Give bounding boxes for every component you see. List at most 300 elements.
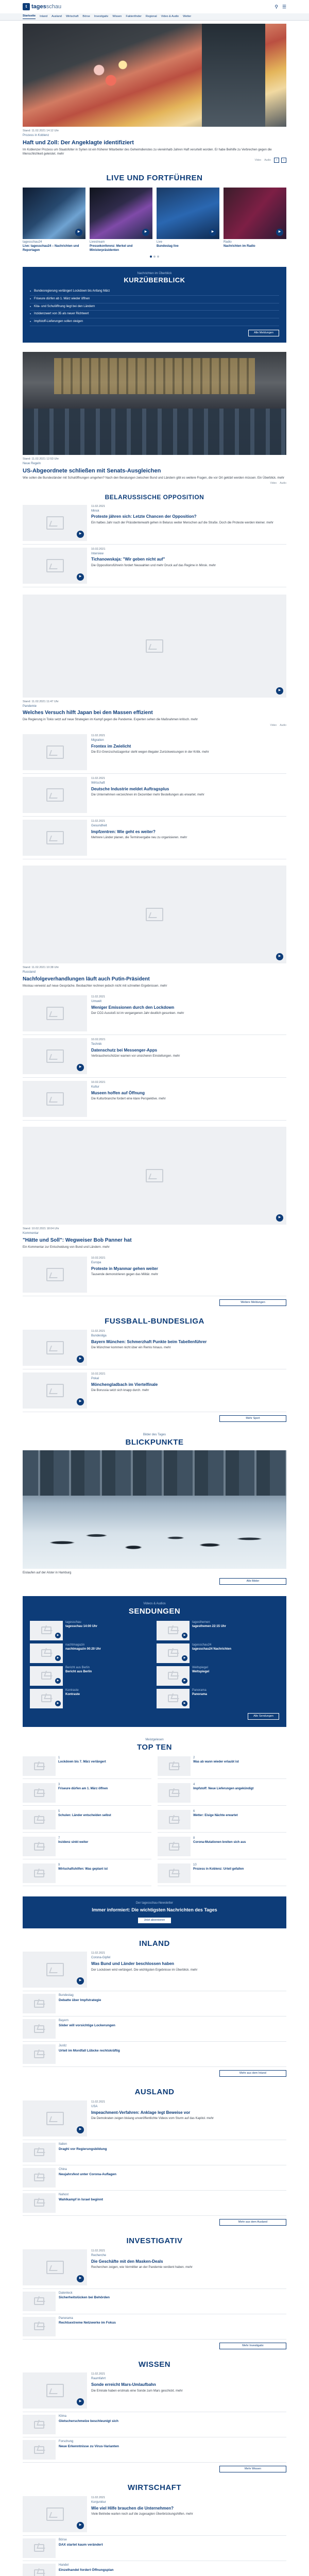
- feature1-dateline: Stand: 11.02.2021 11:47 Uhr: [23, 700, 59, 703]
- wirtschaft-item-image[interactable]: [23, 2564, 56, 2576]
- inland-item-headline[interactable]: Debatte über Impfstrategie: [59, 1998, 101, 2003]
- feature2-image[interactable]: [23, 866, 286, 963]
- kurzueberblick-item[interactable]: ■ Inzidenzwert von 35 als neuer Richtwert: [30, 311, 279, 318]
- story-headline[interactable]: Datenschutz bei Messenger-Apps: [91, 1048, 158, 1053]
- story-image[interactable]: [23, 777, 87, 813]
- wirtschaft-lead[interactable]: [23, 2493, 286, 2536]
- inland-lead-image[interactable]: [23, 1952, 87, 1988]
- belarus-card[interactable]: [23, 502, 286, 545]
- feature2-headline[interactable]: Nachfolgeverhandlungen läuft auch Putin-Präsident: [23, 976, 150, 982]
- live-card[interactable]: [23, 188, 85, 252]
- belarus-card-image[interactable]: [23, 505, 87, 541]
- next-arrow-icon[interactable]: ›: [281, 158, 286, 163]
- story-card[interactable]: [23, 1078, 286, 1121]
- story-image[interactable]: [23, 1038, 87, 1074]
- inland-item[interactable]: [23, 2016, 286, 2042]
- play-icon[interactable]: ▶: [276, 687, 283, 694]
- ausland-item-headline[interactable]: Draghi vor Regierungsbildung: [59, 2147, 107, 2151]
- topten-image[interactable]: [23, 1837, 56, 1856]
- inland-item[interactable]: [23, 2042, 286, 2067]
- feature1-audio-link[interactable]: Audio: [280, 723, 286, 727]
- wissen-section: [23, 2360, 286, 2473]
- bundesliga-title: FUSSBALL-BUNDESLIGA: [105, 1317, 204, 1326]
- sendung-title[interactable]: Bericht aus Berlin: [65, 1670, 92, 1673]
- investigativ-section: [23, 2236, 286, 2349]
- ausland-lead-image[interactable]: [23, 2100, 87, 2137]
- image-placeholder-icon: [46, 1341, 64, 1354]
- live-card-label: Radio: [224, 240, 232, 244]
- image-placeholder-icon: [34, 2000, 44, 2008]
- nav-item[interactable]: Wirtschaft: [65, 14, 79, 18]
- belarus-card-image[interactable]: [23, 548, 87, 584]
- nav-item[interactable]: Ausland: [52, 14, 62, 18]
- bundesliga-card-image[interactable]: [23, 1372, 87, 1409]
- belarus-card-topline: Minsk: [91, 509, 99, 513]
- story-teaser: Tausende demonstrieren gegen das Militär. mehr: [91, 1273, 159, 1277]
- ausland-lead-date: 11.02.2021: [91, 2100, 106, 2104]
- lead2-audio-link[interactable]: Audio: [280, 482, 286, 485]
- promo-subscribe-button[interactable]: Jetzt abonnieren: [138, 1918, 171, 1923]
- play-icon[interactable]: ▶: [77, 1355, 84, 1363]
- feature2-topline: Russland: [23, 971, 36, 974]
- topten-item[interactable]: [158, 1863, 286, 1886]
- topten-image[interactable]: [158, 1756, 191, 1776]
- ausland-item-image[interactable]: [23, 2168, 56, 2188]
- sendungen-more-button[interactable]: Alle Sendungen: [248, 1713, 279, 1720]
- ausland-item[interactable]: [23, 2140, 286, 2165]
- wissen-item-headline[interactable]: Neue Erkenntnisse zu Virus-Varianten: [59, 2445, 119, 2449]
- carousel-dots[interactable]: [23, 256, 286, 258]
- topten-item[interactable]: [23, 1837, 151, 1859]
- topten-item[interactable]: [158, 1810, 286, 1833]
- feature1-teaser: Die Regierung in Tokio setzt auf neue Strategien im Kampf gegen die Pandemie. Experten sehen die Maßnahmen kritisch. mehr: [23, 718, 198, 722]
- story-card[interactable]: [23, 731, 286, 774]
- image-placeholder-icon: [34, 2199, 44, 2207]
- sendung-title[interactable]: tagesthemen 22:15 Uhr: [192, 1624, 227, 1628]
- topten-headline[interactable]: Impfstoff: Neue Lieferungen angekündigt: [193, 1787, 254, 1790]
- story-headline[interactable]: Weniger Emissionen durch den Lockdown: [91, 1005, 175, 1010]
- belarus-card-headline[interactable]: Proteste jähren sich: Letzte Chancen der Opposition?: [91, 514, 197, 519]
- topten-rank: 2: [193, 1756, 195, 1760]
- newsletter-promo[interactable]: [23, 1896, 286, 1928]
- ausland-item-topline: Nahost: [59, 2193, 69, 2196]
- investigativ-item-headline[interactable]: Sicherheitslücken bei Behörden: [59, 2296, 110, 2300]
- sendung-item[interactable]: [157, 1621, 279, 1640]
- live-card-label: Livestream: [90, 240, 105, 244]
- topten-headline[interactable]: Wirtschaftshilfen: Was geplant ist: [58, 1867, 108, 1871]
- wissen-lead[interactable]: [23, 2369, 286, 2412]
- story-image[interactable]: [23, 820, 87, 856]
- ausland-item-headline[interactable]: Neujahrsfest unter Corona-Auflagen: [59, 2172, 116, 2176]
- nav-item[interactable]: Börse: [82, 14, 90, 18]
- hero-video-link[interactable]: Video: [254, 159, 262, 162]
- investigativ-lead-headline[interactable]: Die Geschäfte mit den Masken-Deals: [91, 2259, 163, 2264]
- live-card-image[interactable]: [157, 188, 219, 239]
- image-placeholder-icon: [46, 1963, 64, 1976]
- live-card[interactable]: [224, 188, 286, 252]
- wissen-lead-headline[interactable]: Sonde erreicht Mars-Umlaufbahn: [91, 2382, 156, 2387]
- sendung-item[interactable]: [30, 1621, 152, 1640]
- play-icon[interactable]: ▶: [55, 1633, 61, 1638]
- play-icon[interactable]: ▶: [77, 2398, 84, 2405]
- sendung-image[interactable]: [157, 1643, 190, 1663]
- investigativ-more-button[interactable]: Mehr Investigativ: [219, 2343, 286, 2349]
- image-placeholder-icon: [46, 1092, 64, 1106]
- inland-title: INLAND: [139, 1939, 170, 1948]
- sendung-item[interactable]: [157, 1666, 279, 1686]
- sendung-label: Panorama: [192, 1688, 207, 1692]
- play-icon[interactable]: ▶: [182, 1678, 187, 1684]
- ausland-item[interactable]: [23, 2165, 286, 2191]
- image-placeholder-icon: [169, 1816, 179, 1824]
- live-card[interactable]: [157, 188, 219, 252]
- belarus-card-date: 11.02.2021: [91, 504, 106, 508]
- ausland-item-topline: China: [59, 2167, 67, 2171]
- topten-headline[interactable]: Lockdown bis 7. März verlängert: [58, 1760, 106, 1764]
- feature1-topline: Pandemie: [23, 704, 37, 708]
- menu-icon[interactable]: ☰: [282, 4, 286, 9]
- story-headline[interactable]: Impfzentren: Wie geht es weiter?: [91, 829, 156, 835]
- topten-image[interactable]: [23, 1863, 56, 1883]
- story-topline: Europa: [91, 1261, 101, 1265]
- play-icon[interactable]: ▶: [77, 531, 84, 538]
- bundesliga-more-button[interactable]: Mehr Sport: [219, 1415, 286, 1422]
- wirtschaft-item[interactable]: [23, 2561, 286, 2576]
- nav-item[interactable]: Investigativ: [94, 14, 109, 18]
- lead2-video-link[interactable]: Video: [270, 482, 277, 485]
- topten-rank: 10: [193, 1863, 197, 1867]
- sendung-title[interactable]: tagesschau24 Nachrichten: [192, 1647, 232, 1651]
- wissen-item-headline[interactable]: Gletscherschmelze beschleunigt sich: [59, 2419, 118, 2424]
- feature3-headline[interactable]: "Hätte und Soll": Wegweiser Bob Panner hat: [23, 1238, 132, 1244]
- topten-headline[interactable]: Corona-Mutationen breiten sich aus: [193, 1840, 246, 1844]
- topten-headline[interactable]: Schulen: Länder entscheiden selbst: [58, 1814, 111, 1817]
- feature-article-2[interactable]: [23, 866, 286, 988]
- ausland-item-image[interactable]: [23, 2193, 56, 2213]
- image-placeholder-icon: [146, 1169, 163, 1182]
- investigativ-item-topline: Datenleck: [59, 2291, 73, 2295]
- topten-item[interactable]: [23, 1810, 151, 1833]
- sendung-title[interactable]: Kontraste: [65, 1692, 80, 1696]
- lead-article-2[interactable]: [23, 352, 286, 485]
- story-headline[interactable]: Frontex im Zwielicht: [91, 744, 131, 749]
- image-placeholder-icon: [34, 1762, 44, 1770]
- play-icon[interactable]: ▶: [55, 1678, 61, 1684]
- kurzueberblick-item[interactable]: ■ Kita- und Schulöffnung liegt bei den Ländern: [30, 303, 279, 311]
- image-placeholder-icon: [46, 1384, 64, 1397]
- image-placeholder-icon: [168, 1694, 178, 1702]
- sendung-title[interactable]: Panorama: [192, 1692, 208, 1696]
- feature-article-3[interactable]: [23, 1127, 286, 1249]
- sendung-title[interactable]: tagesschau 14:00 Uhr: [65, 1624, 98, 1628]
- story-teaser: Die EU-Grenzschutzagentur steht wegen illegaler Zurückweisungen in der Kritik. mehr: [91, 751, 209, 754]
- topten-image[interactable]: [23, 1756, 56, 1776]
- play-icon[interactable]: ▶: [77, 1398, 84, 1405]
- bundesliga-card-headline[interactable]: Bayern München: Schmerzhaft Punkte beim Tabellenführer: [91, 1339, 207, 1344]
- kurzueberblick-item[interactable]: ■ Friseure dürfen ab 1. März wieder öffnen: [30, 296, 279, 303]
- lead2-teaser: Wie sollen die Bundesländer mit Schulöffnungen umgehen? Nach den Beratungen zwischen Bund und Ländern gibt es weitere Fragen, die vor Ort geklärt werden müssen. Ein Überblick. mehr: [23, 477, 285, 480]
- logo[interactable]: [23, 3, 61, 10]
- nav-item[interactable]: Startseite: [23, 14, 36, 19]
- wirtschaft-item[interactable]: [23, 2536, 286, 2561]
- ausland-lead[interactable]: [23, 2097, 286, 2140]
- topten-headline[interactable]: Wetter: Eisige Nächte erwartet: [193, 1814, 238, 1817]
- sendung-image[interactable]: [30, 1689, 63, 1708]
- topten-image[interactable]: [158, 1837, 191, 1856]
- ausland-lead-teaser: Die Demokraten zeigen bislang unveröffentlichte Videos vom Sturm auf das Kapitol. mehr: [91, 2117, 214, 2121]
- story-headline[interactable]: Proteste in Myanmar gehen weiter: [91, 1266, 158, 1272]
- inland-item-image[interactable]: [23, 2044, 56, 2064]
- play-icon[interactable]: ▶: [55, 1655, 61, 1661]
- live-card-title[interactable]: Nachrichten im Radio: [224, 244, 255, 248]
- feature1-video-link[interactable]: Video: [270, 723, 277, 727]
- story-teaser: Mehrere Länder planen, die Terminvergabe neu zu organisieren. mehr: [91, 836, 187, 840]
- wirtschaft-item-image[interactable]: [23, 2538, 56, 2558]
- image-placeholder-icon: [34, 2297, 44, 2305]
- topten-item[interactable]: [23, 1756, 151, 1779]
- story-headline[interactable]: Deutsche Industrie meldet Auftragsplus: [91, 787, 169, 792]
- feature1-image[interactable]: [23, 595, 286, 698]
- bundesliga-card-image[interactable]: [23, 1330, 87, 1366]
- hero-headline[interactable]: Haft und Zoll: Der Angeklagte identifiziert: [23, 139, 134, 146]
- inland-more-button[interactable]: Mehr aus dem Inland: [219, 2070, 286, 2077]
- sendung-label: tagesthemen: [192, 1620, 210, 1624]
- live-card-image[interactable]: [90, 188, 152, 239]
- topten-image[interactable]: [158, 1810, 191, 1829]
- topten-item[interactable]: [23, 1783, 151, 1806]
- investigativ-item-headline[interactable]: Rechtsextreme Netzwerke im Fokus: [59, 2321, 116, 2325]
- play-icon[interactable]: ▶: [182, 1701, 187, 1706]
- sendung-item[interactable]: [30, 1643, 152, 1663]
- sendung-item[interactable]: [157, 1643, 279, 1663]
- wissen-item-image[interactable]: [23, 2415, 56, 2434]
- topten-image[interactable]: [23, 1810, 56, 1829]
- wirtschaft-item-topline: Börse: [59, 2538, 67, 2541]
- hero-arrows: [274, 158, 286, 163]
- ausland-item[interactable]: [23, 2191, 286, 2216]
- play-icon[interactable]: ▶: [77, 573, 84, 581]
- investigativ-item-topline: Panorama: [59, 2316, 73, 2320]
- feature3-teaser: Ein Kommentar zur Entscheidung von Bund und Ländern. mehr: [23, 1246, 110, 1249]
- play-icon[interactable]: ▶: [182, 1655, 187, 1661]
- nav-item[interactable]: Wetter: [183, 14, 192, 18]
- inland-lead[interactable]: [23, 1948, 286, 1991]
- play-icon[interactable]: ▶: [75, 229, 82, 236]
- sendung-item[interactable]: [30, 1666, 152, 1686]
- play-icon[interactable]: ▶: [77, 2275, 84, 2282]
- play-icon[interactable]: ▶: [77, 1977, 84, 1985]
- hero-article[interactable]: [23, 24, 286, 163]
- topten-item[interactable]: [158, 1783, 286, 1806]
- feature2-dateline: Stand: 11.02.2021 10:38 Uhr: [23, 966, 59, 970]
- sendung-image[interactable]: [157, 1666, 190, 1686]
- topten-headline[interactable]: Inzidenz sinkt weiter: [58, 1840, 89, 1844]
- live-card[interactable]: [90, 188, 152, 252]
- top-icons: [274, 5, 286, 9]
- wirtschaft-item-headline[interactable]: DAX startet kaum verändert: [59, 2543, 103, 2547]
- investigativ-item[interactable]: [23, 2289, 286, 2314]
- play-icon[interactable]: ▶: [276, 953, 283, 960]
- sendung-image[interactable]: [157, 1689, 190, 1708]
- topten-image[interactable]: [158, 1863, 191, 1883]
- ausland-item-topline: Italien: [59, 2142, 67, 2146]
- feature3-image[interactable]: [23, 1127, 286, 1225]
- play-icon[interactable]: ▶: [276, 229, 283, 236]
- story-teaser: Die Kulturbranche fordert eine klare Perspektive. mehr: [91, 1097, 166, 1101]
- bundesliga-card[interactable]: [23, 1369, 286, 1412]
- kurzueberblick-title: KURZÜBERBLICK: [124, 276, 185, 284]
- play-icon[interactable]: ▶: [77, 2126, 84, 2133]
- wirtschaft-title: WIRTSCHAFT: [127, 2483, 182, 2493]
- nav-item[interactable]: Video & Audio: [161, 14, 179, 18]
- image-placeholder-icon: [34, 1870, 44, 1877]
- topten-image[interactable]: [23, 1783, 56, 1803]
- live-card-image[interactable]: [23, 188, 85, 239]
- topten-item[interactable]: [23, 1863, 151, 1886]
- ausland-lead-headline[interactable]: Impeachment-Verfahren: Anklage legt Beweise vor: [91, 2110, 191, 2115]
- sendung-item[interactable]: [157, 1689, 279, 1708]
- wissen-item-image[interactable]: [23, 2440, 56, 2460]
- play-icon[interactable]: ▶: [77, 1064, 84, 1071]
- story-topline: Kultur: [91, 1086, 99, 1089]
- hero-topline: Prozess in Koblenz: [23, 134, 49, 138]
- lead2-image[interactable]: [23, 352, 286, 455]
- topten-headline[interactable]: Prozess in Koblenz: Urteil gefallen: [193, 1867, 244, 1871]
- story-card[interactable]: [23, 1253, 286, 1296]
- image-placeholder-icon: [34, 2421, 44, 2429]
- topten-item[interactable]: [158, 1837, 286, 1859]
- story-image[interactable]: [23, 1081, 87, 1117]
- ausland-more-button[interactable]: Mehr aus dem Ausland: [219, 2219, 286, 2226]
- topten-headline[interactable]: Friseure dürfen am 1. März öffnen: [58, 1787, 108, 1790]
- inland-item[interactable]: [23, 1991, 286, 2016]
- wirtschaft-lead-headline[interactable]: Wie viel Hilfe brauchen die Unternehmen?: [91, 2505, 174, 2511]
- play-icon[interactable]: ▶: [77, 2522, 84, 2529]
- play-icon[interactable]: ▶: [182, 1633, 187, 1638]
- hero-image[interactable]: [23, 24, 286, 127]
- wissen-lead-image[interactable]: [23, 2372, 87, 2409]
- image-placeholder-icon: [146, 908, 163, 921]
- topten-rank: 9: [58, 1863, 60, 1867]
- story-card[interactable]: [23, 774, 286, 817]
- sendung-title[interactable]: nachtmagazin 00:20 Uhr: [65, 1647, 101, 1651]
- investigativ-lead[interactable]: [23, 2246, 286, 2289]
- investigativ-item[interactable]: [23, 2314, 286, 2340]
- nav-item[interactable]: Regional: [145, 14, 157, 18]
- lead2-dateline: Stand: 11.02.2021 12:53 Uhr: [23, 457, 59, 461]
- story-card[interactable]: [23, 1035, 286, 1078]
- prev-arrow-icon[interactable]: ‹: [274, 158, 279, 163]
- blickpunkte-more-button[interactable]: Alle Bilder: [219, 1578, 286, 1585]
- blickpunkte-image[interactable]: [23, 1450, 286, 1569]
- investigativ-lead-topline: Recherche: [91, 2253, 107, 2257]
- story-topline: Umwelt: [91, 1000, 102, 1004]
- wirtschaft-lead-topline: Konjunktur: [91, 2501, 106, 2504]
- hero-audio-link[interactable]: Audio: [264, 159, 271, 162]
- nav-item[interactable]: Inland: [40, 14, 48, 18]
- belarus-card-headline[interactable]: Tichanowskaja: "Wir geben nicht auf": [91, 557, 165, 562]
- live-card-title[interactable]: Bundestag live: [157, 244, 179, 248]
- story-image[interactable]: [23, 1257, 87, 1293]
- ausland-item-image[interactable]: [23, 2143, 56, 2162]
- topten-headline[interactable]: Was ab wann wieder erlaubt ist: [193, 1760, 239, 1764]
- image-placeholder-icon: [169, 1762, 179, 1770]
- more-news-button[interactable]: Weitere Meldungen: [219, 1299, 286, 1306]
- story-image[interactable]: [23, 995, 87, 1031]
- feature1-headline[interactable]: Welches Versuch hilft Japan bei den Massen effizient: [23, 710, 153, 716]
- sendung-image[interactable]: [30, 1666, 63, 1686]
- story-card[interactable]: [23, 817, 286, 859]
- inland-item-headline[interactable]: Urteil im Mordfall Lübcke rechtskräftig: [59, 2049, 120, 2053]
- bundesliga-card[interactable]: [23, 1327, 286, 1369]
- wissen-more-button[interactable]: Mehr Wissen: [219, 2466, 286, 2472]
- sendung-title[interactable]: Weltspiegel: [192, 1670, 210, 1673]
- image-placeholder-icon: [46, 2261, 64, 2274]
- belarus-card[interactable]: [23, 545, 286, 587]
- kurzueberblick-item[interactable]: ■ Impfstoff-Lieferungen sollen steigen: [30, 318, 279, 326]
- inland-item-image[interactable]: [23, 1994, 56, 2013]
- story-card[interactable]: [23, 992, 286, 1035]
- kurzueberblick-item[interactable]: ■ Bundesregierung verlängert Lockdown bis Anfang März: [30, 288, 279, 296]
- topten-item[interactable]: [158, 1756, 286, 1779]
- topten-image[interactable]: [158, 1783, 191, 1803]
- sendungen-topline: Videos & Audios: [143, 1602, 166, 1606]
- inland-item-headline[interactable]: Söder will vorsichtige Lockerungen: [59, 2024, 115, 2028]
- sendung-image[interactable]: [30, 1621, 63, 1640]
- lead2-headline[interactable]: US-Abgeordnete schließen mit Senats-Ausgleichen: [23, 468, 161, 474]
- inland-item-image[interactable]: [23, 2019, 56, 2039]
- inland-lead-headline[interactable]: Was Bund und Länder beschlossen haben: [91, 1961, 175, 1967]
- story-topline: Wirtschaft: [91, 782, 105, 785]
- belarus-section: [23, 494, 286, 587]
- live-card-image[interactable]: [224, 188, 286, 239]
- live-card-title[interactable]: Live: tagesschau24 – Nachrichten und Reportagen: [23, 244, 79, 252]
- play-icon[interactable]: ▶: [276, 1214, 283, 1222]
- story-teaser: Verbraucherschützer warnen vor unsicheren Einstellungen. mehr: [91, 1055, 180, 1058]
- story-teaser: Der CO2-Ausstoß ist im vergangenen Jahr deutlich gesunken. mehr: [91, 1012, 184, 1015]
- play-icon[interactable]: ▶: [142, 229, 149, 236]
- wissen-item[interactable]: [23, 2412, 286, 2437]
- bundesliga-card-date: 10.02.2021: [91, 1372, 106, 1376]
- inland-item-topline: Bayern: [59, 2019, 69, 2023]
- story-headline[interactable]: Museen hoffen auf Öffnung: [91, 1091, 145, 1096]
- image-placeholder-icon: [169, 1789, 179, 1797]
- sendung-image[interactable]: [30, 1643, 63, 1663]
- story-image[interactable]: [23, 734, 87, 770]
- search-icon[interactable]: ⚲: [274, 4, 278, 9]
- live-card-title[interactable]: Pressekonferenz: Merkel und Ministerpräsidenten: [90, 244, 133, 252]
- play-icon[interactable]: ▶: [55, 1701, 61, 1706]
- wissen-item[interactable]: [23, 2437, 286, 2463]
- sendung-item[interactable]: [30, 1689, 152, 1708]
- wirtschaft-item-headline[interactable]: Einzelhandel fordert Öffnungsplan: [59, 2568, 114, 2572]
- bundesliga-card-headline[interactable]: Mönchengladbach im Viertelfinale: [91, 1382, 158, 1387]
- play-icon[interactable]: ▶: [209, 229, 216, 236]
- story-date: 10.02.2021: [91, 1081, 106, 1084]
- story-date: 11.02.2021: [91, 734, 106, 738]
- kurzueberblick-more[interactable]: Alle Meldungen: [248, 330, 279, 336]
- wirtschaft-lead-image[interactable]: [23, 2496, 87, 2532]
- ausland-item-headline[interactable]: Wahlkampf in Israel beginnt: [59, 2197, 104, 2201]
- sendung-image[interactable]: [157, 1621, 190, 1640]
- investigativ-item-image[interactable]: [23, 2292, 56, 2311]
- nav-item[interactable]: Faktenfinder: [126, 14, 142, 18]
- investigativ-item-image[interactable]: [23, 2317, 56, 2336]
- nav-item[interactable]: Wissen: [112, 14, 122, 18]
- wirtschaft-item-topline: Handel: [59, 2563, 69, 2567]
- feature-article-1[interactable]: [23, 595, 286, 727]
- investigativ-lead-image[interactable]: [23, 2249, 87, 2285]
